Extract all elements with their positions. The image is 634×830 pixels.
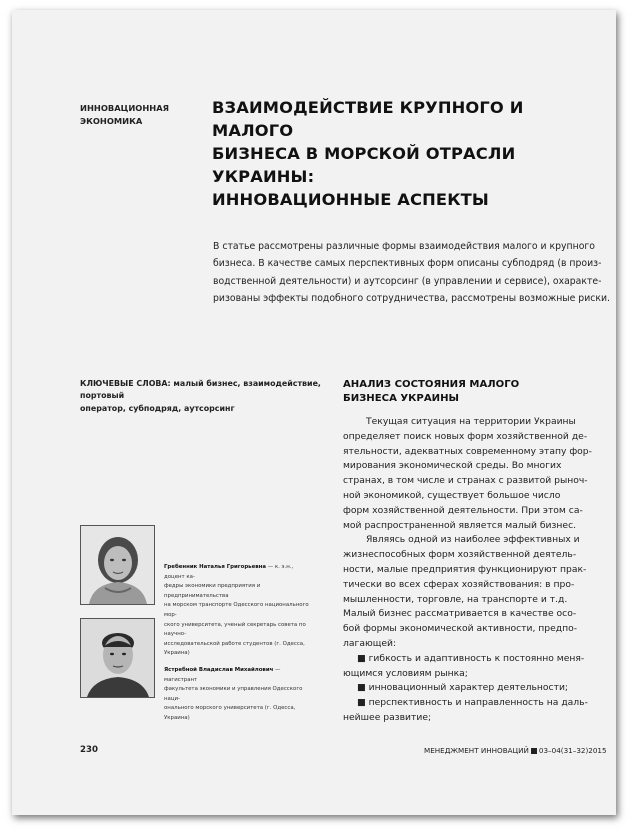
abstract-line: В статье рассмотрены различные формы взаимодействия малого и крупного: [213, 241, 595, 252]
body-line: лагающей:: [343, 637, 397, 649]
journal-footer: [424, 746, 607, 755]
rubric: [80, 102, 200, 127]
abstract: [213, 238, 610, 307]
abstract-line: водственной деятельности) и аутсорсинг (в управлении и сервисе), охаракте-: [213, 275, 602, 287]
author-bio-line: на морском транспорте Одесского национального мор-: [164, 602, 309, 618]
body-line: ющимся условиям рынка;: [343, 667, 468, 679]
body-line: ятельности, адекватных современному этапу фор-: [343, 445, 592, 457]
keywords-line: КЛЮЧЕВЫЕ СЛОВА: малый бизнес, взаимодействие, портовый: [80, 379, 321, 401]
article-title: [212, 96, 592, 211]
body-line: бой формы экономической активности, предпо-: [343, 623, 578, 635]
author-name: Гребенник Наталья Григорьевна: [164, 564, 267, 570]
body-line: тически во всех сферах хозяйствования: в про-: [343, 578, 575, 590]
title-line: БИЗНЕСА В МОРСКОЙ ОТРАСЛИ УКРАИНЫ:: [212, 144, 516, 186]
section-heading-line: БИЗНЕСА УКРАИНЫ: [343, 393, 459, 404]
body-line: мышленности, торговле, на транспорте и т.д.: [343, 593, 568, 605]
rubric-line: ЭКОНОМИКА: [80, 115, 143, 126]
abstract-line: ризованы эффекты подобного сотрудничества, рассмотрены возможные риски.: [213, 292, 610, 304]
body-line: определяет поиск новых форм хозяйственной де-: [343, 430, 588, 442]
body-line: ■ перспективность и направленность на даль-: [357, 697, 588, 709]
author-bio-line: исследовательской работе студентов (г. Одесса, Украина): [164, 640, 305, 657]
body-line: ности, малые предприятия функционируют прак-: [343, 563, 587, 575]
section-heading: [343, 378, 603, 406]
body-line: форм хозяйственной деятельности. При этом са-: [343, 504, 583, 516]
body-line: мирования экономической среды. Во многих: [343, 460, 562, 472]
author-bio-line: федры экономики предприятия и предпринимательства: [164, 583, 261, 599]
body-line: странах, в том числе и странах с развитой рыноч-: [343, 475, 588, 487]
keywords-line: оператор, субподряд, аутсорсинг: [80, 403, 235, 413]
body-line: мой распространенной является малый бизнес.: [343, 519, 577, 531]
portrait-man-icon: [81, 619, 154, 697]
section-heading-line: АНАЛИЗ СОСТОЯНИЯ МАЛОГО: [343, 379, 520, 390]
author-bio-line: — магистрант: [164, 667, 281, 683]
journal-issue: 03–04(31–32)2015: [538, 746, 607, 755]
body-line: Малый бизнес рассматривается в качестве осо-: [343, 608, 577, 620]
author-bio-line: онального морского университета (г. Одесса, Украина): [164, 705, 296, 721]
body-line: Являясь одной из наиболее эффективных и: [366, 534, 580, 546]
abstract-line: бизнеса. В качестве самых перспективных форм описаны субподряд (в произ-: [213, 258, 602, 270]
author-name: Ястребной Владислав Михайлович: [164, 667, 274, 673]
body-line: жизнеспособных форм хозяйственной деятель-: [343, 549, 577, 561]
author-bio: [164, 666, 314, 724]
portrait-woman-icon: [81, 526, 154, 604]
body-line: Текущая ситуация на территории Украины: [366, 416, 576, 427]
title-line: ВЗАИМОДЕЙСТВИЕ КРУПНОГО И МАЛОГО: [212, 98, 524, 140]
journal-page: [12, 10, 616, 815]
keywords: [80, 378, 340, 415]
body-line: ной экономикой, существует большое число: [343, 489, 561, 501]
author-bio-line: факультета экономики и управления Одесского наци-: [164, 686, 303, 702]
author-photo-woman: [80, 525, 155, 605]
author-bio-line: ского университета, ученый секретарь совета по научно-: [164, 621, 306, 638]
author-photo-man: [80, 618, 155, 698]
body-line: нейшее развитие;: [343, 711, 432, 723]
body-line: ■ гибкость и адаптивность к постоянно меня-: [357, 652, 585, 664]
rubric-line: ИННОВАЦИОННАЯ: [80, 103, 170, 113]
body-line: ■ инновационный характер деятельности;: [357, 682, 569, 694]
journal-name: МЕНЕДЖМЕНТ ИННОВАЦИЙ: [424, 746, 529, 755]
square-separator-icon: [531, 748, 537, 754]
body-text: [343, 415, 603, 726]
author-bio-line: — к. э.н., доцент ка-: [164, 564, 294, 580]
author-bio: [164, 563, 314, 659]
title-line: ИННОВАЦИОННЫЕ АСПЕКТЫ: [212, 190, 489, 209]
page-number: 230: [80, 745, 98, 755]
